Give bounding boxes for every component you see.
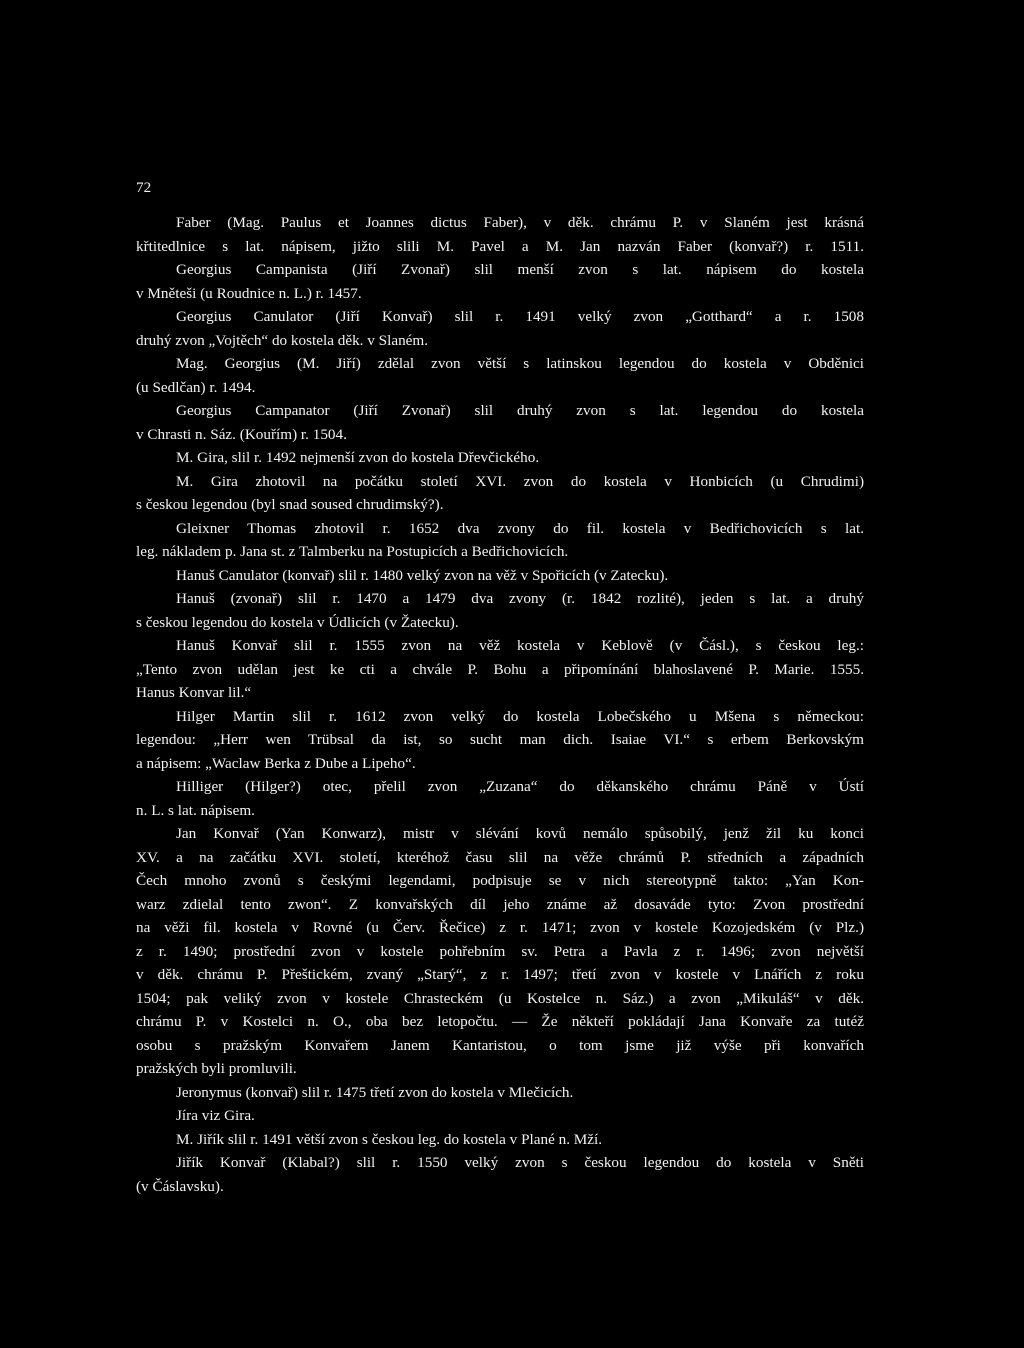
text-line: Jan Konvař (Yan Konwarz), mistr v slévání kovů nemálo spůsobilý, jenž žil ku konci [176, 825, 864, 842]
text-line: Hilger Martin slil r. 1612 zvon velký do kostela Lobečského u Mšena s německou: [176, 707, 864, 725]
text-line: Georgius Canulator (Jiří Konvař) slil r. 1491 velký zvon „Gotthard“ a r. 1508 [176, 308, 864, 325]
text-line: na věži fil. kostela v Rovné (u Červ. Řečice) z r. 1471; zvon v kostele Kozojedském (v Plz.) [136, 919, 864, 936]
text-line: M. Gira zhotovil na počátku století XVI. zvon do kostela v Honbicích (u Chrudimi) [176, 472, 864, 490]
text-line: Hanuš (zvonař) slil r. 1470 a 1479 dva zvony (r. 1842 rozlité), jeden s lat. a druhý [176, 590, 864, 607]
text-line: Hilliger (Hilger?) otec, přelil zvon „Zuzana“ do děkanského chrámu Páně v Ústí [176, 778, 864, 795]
text-line: Faber (Mag. Paulus et Joannes dictus Faber), v děk. chrámu P. v Slaném jest krásná [176, 214, 864, 231]
text-line: druhý zvon „Vojtěch“ do kostela děk. v Slaném. [136, 331, 429, 349]
text-line: Jíra viz Gira. [176, 1107, 255, 1124]
text-line: „Tento zvon udělan jest ke cti a chvále P. Bohu a připomínání blahoslavené P. Marie. 1555. [136, 660, 864, 678]
text-line: n. L. s lat. nápisem. [136, 801, 255, 819]
text-line: legendou: „Herr wen Trübsal da ist, so sucht man dich. Isaiae VI.“ s erbem Berkovským [136, 731, 864, 748]
text-line: Hanuš Canulator (konvař) slil r. 1480 velký zvon na věž v Spořicích (v Zatecku). [176, 566, 669, 584]
text-line: v Mněteši (u Roudnice n. L.) r. 1457. [136, 284, 362, 302]
text-line: Georgius Campanista (Jiří Zvonař) slil menší zvon s lat. nápisem do kostela [176, 261, 864, 278]
text-line: s českou legendou do kostela v Údlicích (v Žatecku). [136, 613, 459, 631]
text-line: pražských byli promluvili. [136, 1060, 297, 1077]
text-line: Hanus Konvar lil.“ [136, 684, 252, 701]
text-line: v děk. chrámu P. Přeštickém, zvaný „Starý“, z r. 1497; třetí zvon v kostele v Lnářích z roku [136, 966, 864, 983]
page-number: 72 [136, 179, 152, 196]
text-line: warz zdielal tento zwon“. Z konvařských díl jeho známe až dosaváde tyto: Zvon prostřední [136, 895, 864, 913]
text-line: M. Jiřík slil r. 1491 větší zvon s českou leg. do kostela v Plané n. Mží. [176, 1130, 603, 1148]
text-line: Jiřík Konvař (Klabal?) slil r. 1550 velký zvon s českou legendou do kostela v Sněti [176, 1154, 864, 1171]
text-line: Čech mnoho zvonů s českými legendami, podpisuje se v nich stereotypně takto: „Yan Kon- [136, 872, 864, 889]
text-line: Gleixner Thomas zhotovil r. 1652 dva zvony do fil. kostela v Bedřichovicích s lat. [176, 519, 864, 537]
text-line: Jeronymus (konvař) slil r. 1475 třetí zvon do kostela v Mlečicích. [176, 1083, 574, 1101]
text-line: chrámu P. v Kostelci n. O., oba bez letopočtu. — Že někteří pokládají Jana Konvaře za tutéž [136, 1013, 864, 1030]
text-line: Hanuš Konvař slil r. 1555 zvon na věž kostela v Keblově (v Čásl.), s českou leg.: [176, 637, 864, 654]
text-line: a nápisem: „Waclaw Berka z Dube a Lipeho“. [136, 754, 416, 772]
text-line: Georgius Campanator (Jiří Zvonař) slil druhý zvon s lat. legendou do kostela [176, 402, 864, 419]
text-line: s českou legendou (byl snad soused chrudimský?). [136, 496, 444, 513]
text-line: leg. nákladem p. Jana st. z Talmberku na Postupicích a Bedřichovicích. [136, 543, 569, 560]
body-text [136, 211, 864, 1198]
text-line: XV. a na začátku XVI. století, kteréhož času slil na věže chrámů P. středních a západních [136, 848, 864, 866]
text-line: Mag. Georgius (M. Jiří) zdělal zvon větší s latinskou legendou do kostela v Obděnici [176, 355, 864, 372]
text-line: (v Čáslavsku). [136, 1177, 224, 1195]
text-line: M. Gira, slil r. 1492 nejmenší zvon do kostela Dřevčického. [176, 449, 540, 466]
text-line: křtitedlnice s lat. nápisem, jižto slili M. Pavel a M. Jan nazván Faber (konvař?) r. 1511. [136, 237, 864, 255]
text-line: (u Sedlčan) r. 1494. [136, 378, 256, 396]
text-line: z r. 1490; prostřední zvon v kostele pohřebním sv. Petra a Pavla z r. 1496; zvon největší [136, 942, 864, 960]
text-line: v Chrasti n. Sáz. (Kouřím) r. 1504. [136, 425, 347, 443]
text-line: osobu s pražským Konvařem Janem Kantaristou, o tom jsme již výše při konvařích [136, 1036, 864, 1054]
text-line: 1504; pak veliký zvon v kostele Chrasteckém (u Kostelce n. Sáz.) a zvon „Mikuláš“ v děk. [136, 989, 864, 1007]
